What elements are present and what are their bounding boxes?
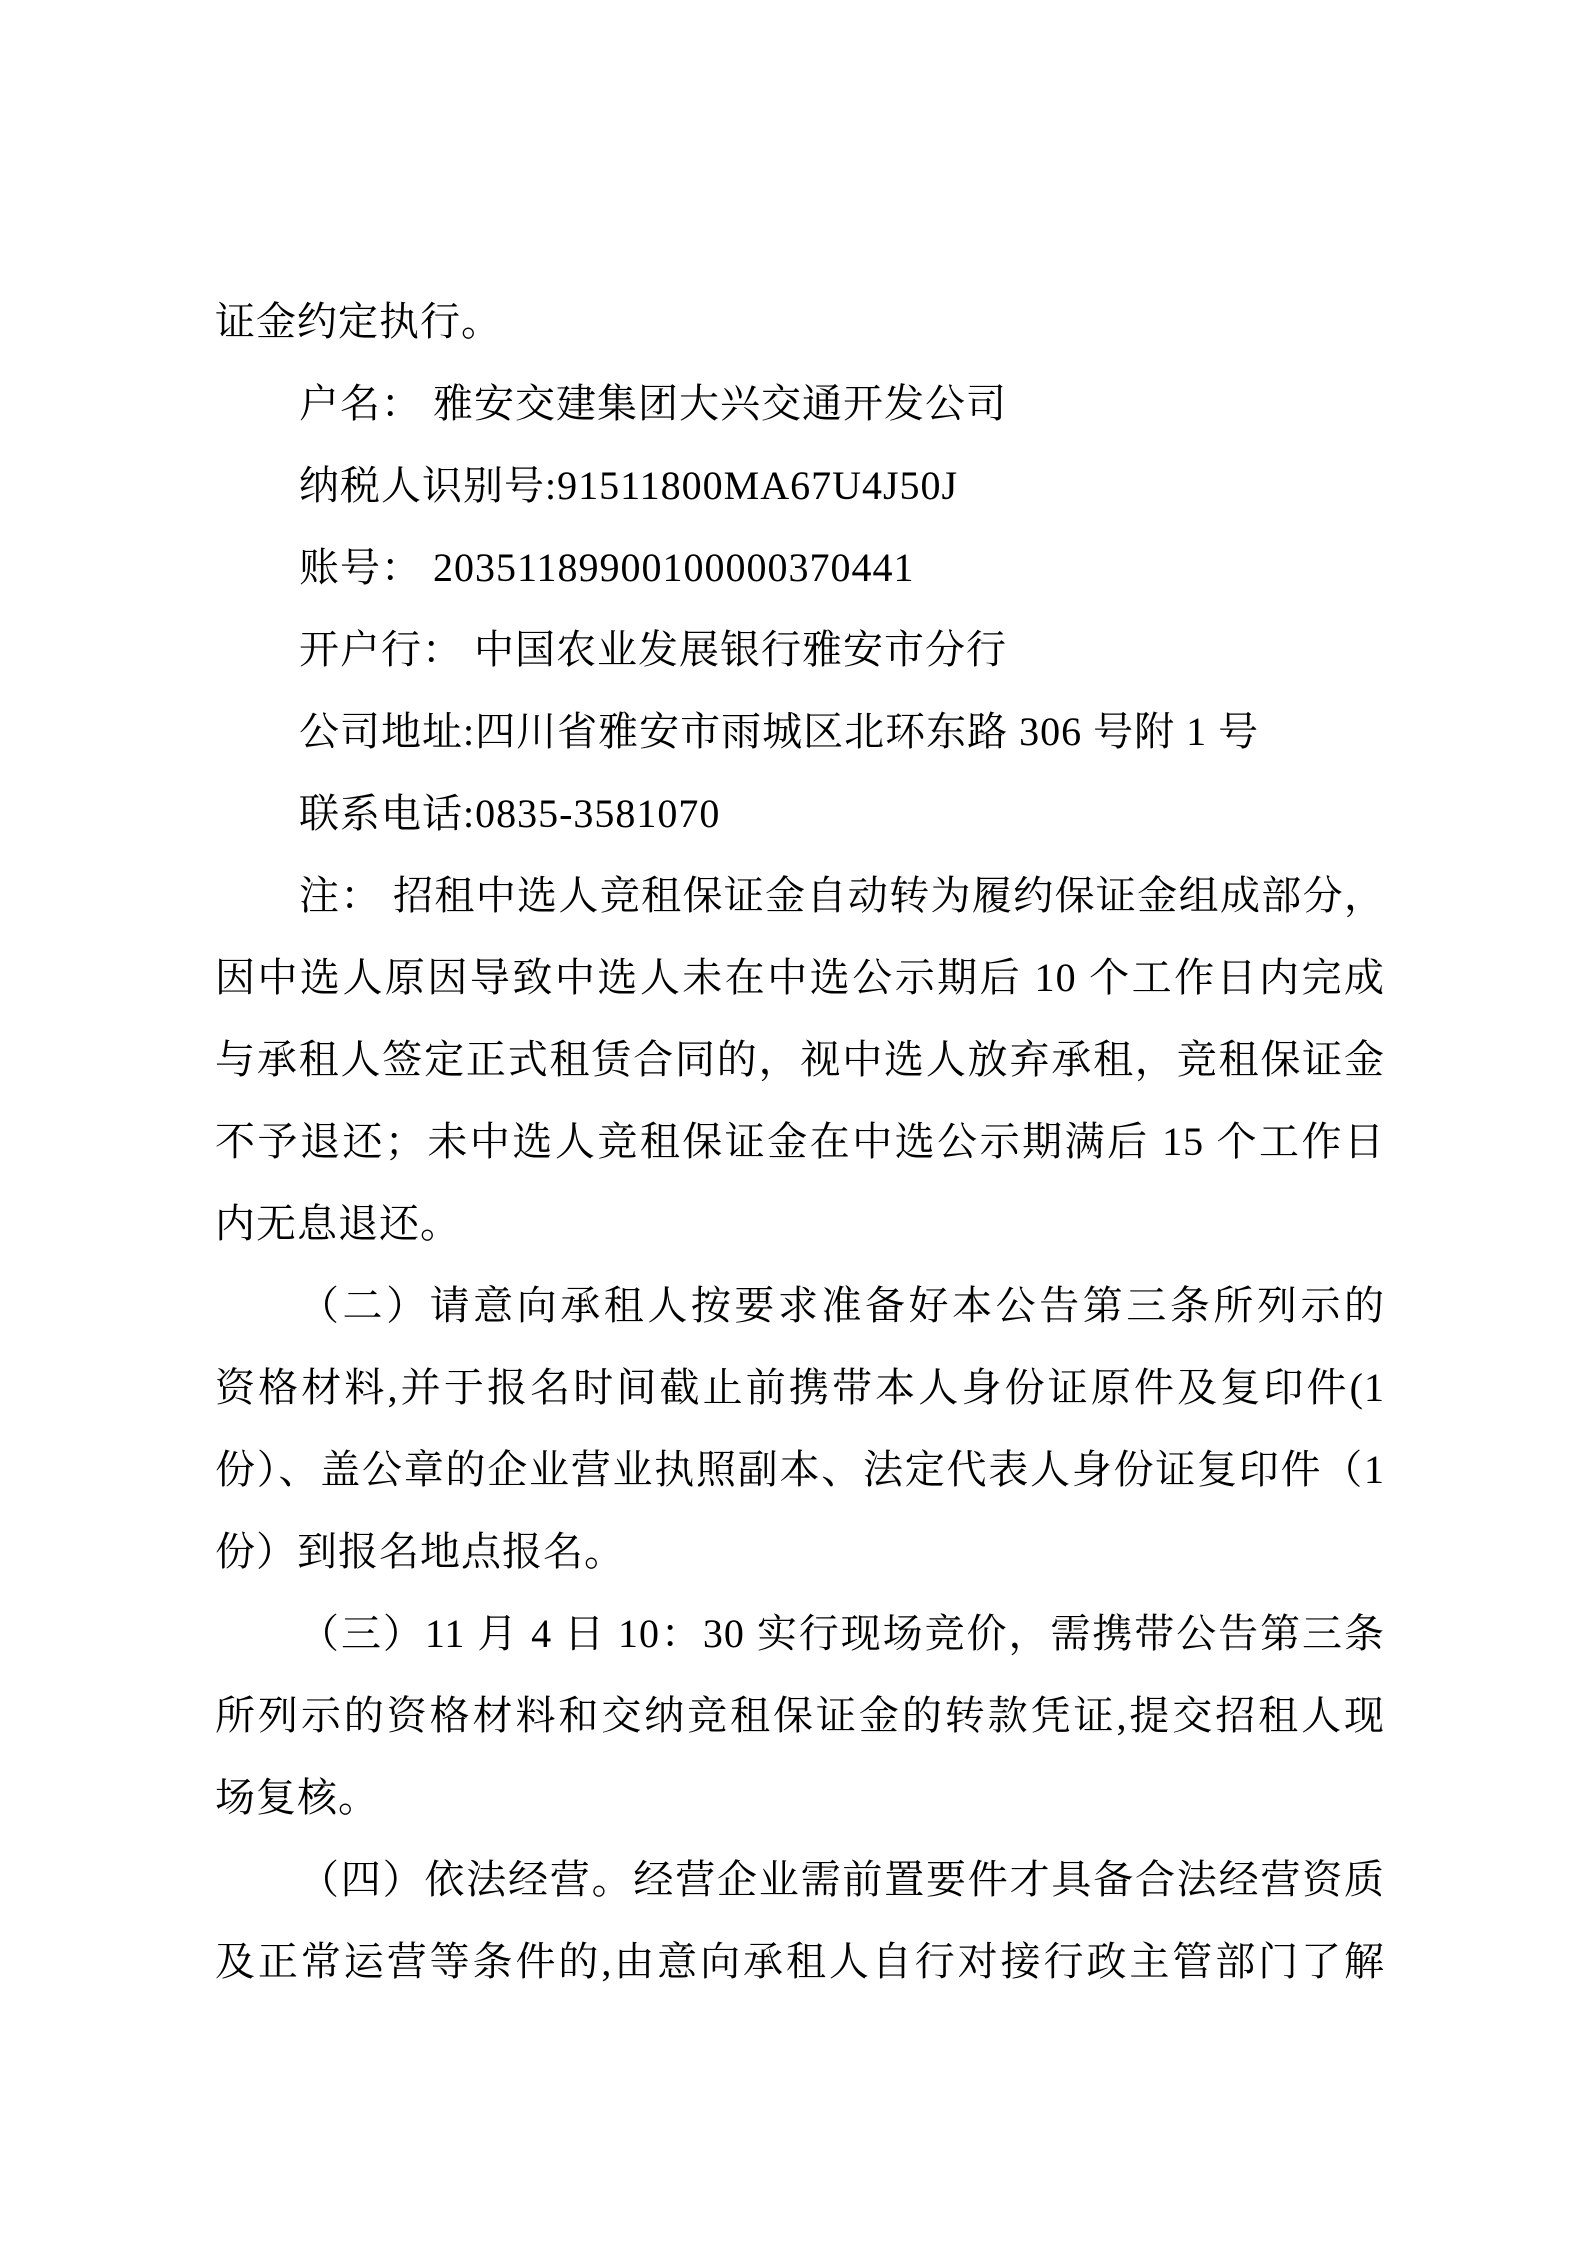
text-line-item-3: （三）11 月 4 日 10：30 实行现场竞价，需携带公告第三条 — [299, 1611, 1385, 1656]
text-line: 与承租人签定正式租赁合同的，视中选人放弃承租，竞租保证金 — [215, 1037, 1385, 1082]
text-line: 资格材料,并于报名时间截止前携带本人身份证原件及复印件(1 — [215, 1365, 1385, 1410]
text-line-account-name: 户名： 雅安交建集团大兴交通开发公司 — [299, 381, 1007, 426]
text-line: 及正常运营等条件的,由意向承租人自行对接行政主管部门了解 — [215, 1939, 1385, 1984]
text-line: 内无息退还。 — [215, 1201, 461, 1246]
text-line: 所列示的资格材料和交纳竞租保证金的转款凭证,提交招租人现 — [215, 1693, 1385, 1738]
text-line: 份）到报名地点报名。 — [215, 1529, 625, 1574]
text-line-note: 注： 招租中选人竞租保证金自动转为履约保证金组成部分， — [299, 873, 1385, 918]
text-line-bank: 开户行： 中国农业发展银行雅安市分行 — [299, 627, 1007, 672]
text-line-taxpayer-id: 纳税人识别号:91511800MA67U4J50J — [299, 463, 959, 508]
text-line: 证金约定执行。 — [215, 299, 502, 344]
text-line: 不予退还；未中选人竞租保证金在中选公示期满后 15 个工作日 — [215, 1119, 1385, 1164]
text-line: 因中选人原因导致中选人未在中选公示期后 10 个工作日内完成 — [215, 955, 1385, 1000]
text-line: 份）、盖公章的企业营业执照副本、法定代表人身份证复印件（1 — [215, 1447, 1385, 1492]
text-line: 场复核。 — [215, 1775, 379, 1820]
text-line-item-4: （四）依法经营。经营企业需前置要件才具备合法经营资质 — [299, 1857, 1385, 1902]
text-line-item-2: （二）请意向承租人按要求准备好本公告第三条所列示的 — [299, 1283, 1385, 1328]
text-line-address: 公司地址:四川省雅安市雨城区北环东路 306 号附 1 号 — [299, 709, 1260, 754]
text-line-phone: 联系电话:0835-3581070 — [299, 791, 721, 836]
text-line-account-number: 账号： 20351189900100000370441 — [299, 545, 915, 590]
